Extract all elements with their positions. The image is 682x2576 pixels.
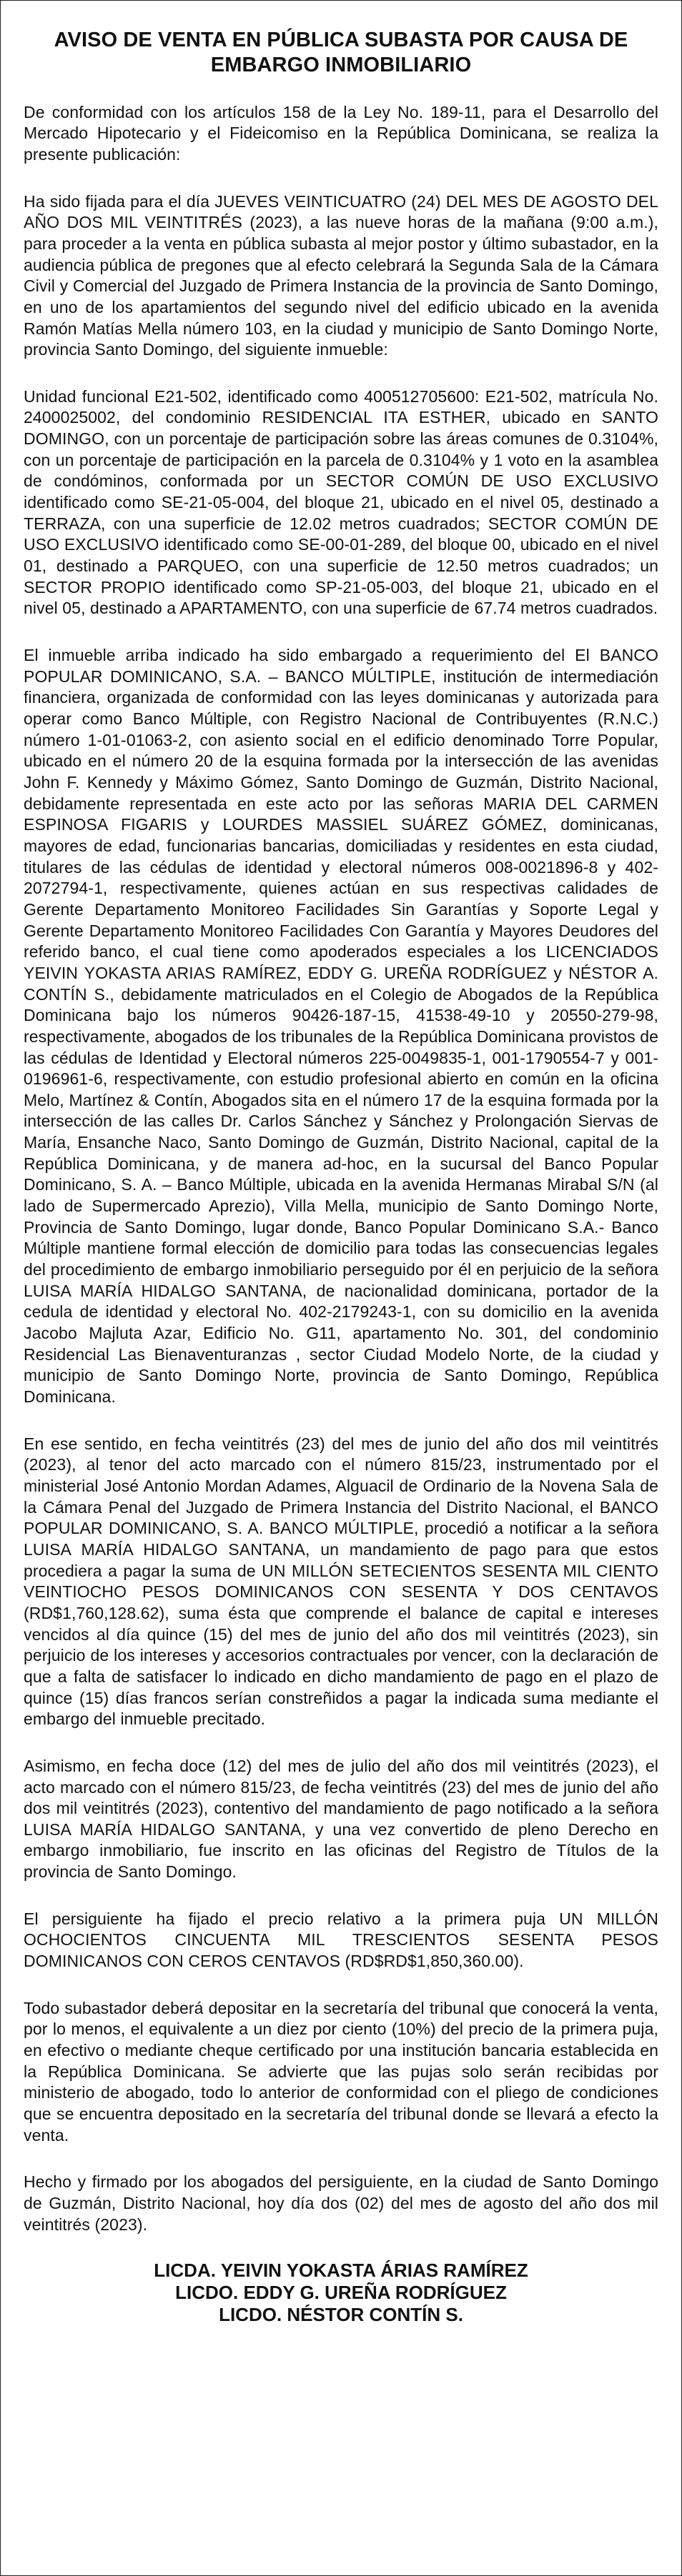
notice-title xyxy=(24,28,658,78)
notice-body xyxy=(24,102,658,2236)
lawyer-signature-line-3: LICDO. NÉSTOR CONTÍN S. xyxy=(219,2303,463,2325)
notice-title-line-1: AVISO DE VENTA EN PÚBLICA SUBASTA POR CAUSA DE xyxy=(54,29,628,51)
deposit-requirement-paragraph: Todo subastador deberá depositar en la secretaría del tribunal que conocerá la venta, por lo menos, el equivalente a un diez por ciento (10%) del precio de la primera puja, en efectivo o mediante cheque certificado por una institución bancaria establecida en la República Dominicana. Se advierte que las pujas solo serán recibidas por ministerio de abogado, todo lo anterior de conformidad con el pliego de condiciones que se encuentra depositado en la secretaría del tribunal donde se llevará a efecto la venta. xyxy=(24,1998,658,2145)
lawyer-signature-line-2: LICDO. EDDY G. UREÑA RODRÍGUEZ xyxy=(175,2281,507,2303)
lawyer-signature-line-1: LICDA. YEIVIN YOKASTA ÁRIAS RAMÍREZ xyxy=(154,2260,528,2282)
notice-title-line-2: EMBARGO INMOBILIARIO xyxy=(210,53,472,76)
payment-demand-paragraph: En ese sentido, en fecha veintitrés (23) del mes de junio del año dos mil veintitrés (2023), al tenor del acto marcado con el número 815/23, instrumentado por el ministerial José Antonio Mordan Adames, Alguacil de Ordinario de la Novena Sala de la Cámara Penal del Juzgado de Primera Instancia del Distrito Nacional, el BANCO POPULAR DOMINICANO, S. A. BANCO MÚLTIPLE, procedió a notificar a la señora LUISA MARÍA HIDALGO SANTANA, un mandamiento de pago para que estos procediera a pagar la suma de UN MILLÓN SETECIENTOS SESENTA MIL CIENTO VEINTIOCHO PESOS DOMINICANOS CON SESENTA Y DOS CENTAVOS (RD$1,760,128.62), suma ésta que comprende el balance de capital e intereses vencidos al día quince (15) del mes de junio del año dos mil veintitrés (2023), sin perjuicio de los intereses y accesorios contractuales por vencer, con la declaración de que a falta de satisfacer lo indicado en dicho mandamiento de pago en el plazo de quince (15) días francos serían constreñidos a pagar la indicada suma mediante el embargo del inmueble precitado. xyxy=(24,1434,658,1729)
signature-date-paragraph: Hecho y firmado por los abogados del persiguiente, en la ciudad de Santo Domingo de Guzmán, Distrito Nacional, hoy día dos (02) del mes de agosto del año dos mil veintitrés (2023). xyxy=(24,2172,658,2234)
registration-paragraph: Asimismo, en fecha doce (12) del mes de julio del año dos mil veintitrés (2023), el acto marcado con el número 815/23, de fecha veintitrés (23) del mes de junio del año dos mil veintitrés (2023), contentivo del mandamiento de pago notificado a la señora LUISA MARÍA HIDALGO SANTANA, y una vez convertido de pleno Derecho en embargo inmobiliario, fue inscrito en las oficinas del Registro de Títulos de la provincia de Santo Domingo. xyxy=(24,1756,658,1882)
auction-date-paragraph: Ha sido fijada para el día JUEVES VEINTICUATRO (24) DEL MES DE AGOSTO DEL AÑO DOS MIL VEINTITRÉS (2023), a las nueve horas de la mañana (9:00 a.m.), para proceder a la venta en pública subasta al mejor postor y último subastador, en la audiencia pública de pregones que al efecto celebrará la Segunda Sala de la Cámara Civil y Comercial del Juzgado de Primera Instancia de la provincia de Santo Domingo, en uno de los apartamientos del segundo nivel del edificio ubicado en la avenida Ramón Matías Mella número 103, en la ciudad y municipio de Santo Domingo Norte, provincia Santo Domingo, del siguiente inmueble: xyxy=(24,191,658,359)
seizure-details-paragraph: El inmueble arriba indicado ha sido embargado a requerimiento del El BANCO POPULAR DOMINICANO, S.A. – BANCO MÚLTIPLE, institución de intermediación financiera, organizada de conformidad con las leyes dominicanas y autorizada para operar como Banco Múltiple, con Registro Nacional de Contribuyentes (R.N.C.) número 1-01-01063-2, con asiento social en el edificio denominado Torre Popular, ubicado en el número 20 de la esquina formada por la intersección de las avenidas John F. Kennedy y Máximo Gómez, Santo Domingo de Guzmán, Distrito Nacional, debidamente representada en este acto por las señoras MARIA DEL CARMEN ESPINOSA FIGARIS y LOURDES MASSIEL SUÁREZ GÓMEZ, dominicanas, mayores de edad, funcionarias bancarias, domiciliadas y residentes en esta ciudad, titulares de las cédulas de identidad y electoral números 008-0021896-8 y 402-2072794-1, respectivamente, quienes actúan en sus respectivas calidades de Gerente Departamento Monitoreo Facilidades Sin Garantías y Soporte Legal y Gerente Departamento Monitoreo Facilidades Con Garantía y Mayores Deudores del referido banco, el cual tiene como apoderados especiales a los LICENCIADOS YEIVIN YOKASTA ARIAS RAMÍREZ, EDDY G. UREÑA RODRÍGUEZ y NÉSTOR A. CONTÍN S., debidamente matriculados en el Colegio de Abogados de la República Dominicana bajo los números 90426-187-15, 41538-49-10 y 20550-279-98, respectivamente, abogados de los tribunales de la República Dominicana provistos de las cédulas de Identidad y Electoral números 225-0049835-1, 001-1790554-7 y 001-0196961-6, respectivamente, con estudio profesional abierto en común en la oficina Melo, Martínez & Contín, Abogados sita en el número 17 de la esquina formada por la intersección de las calles Dr. Carlos Sánchez y Sánchez y Prolongación Siervas de María, Ensanche Naco, Santo Domingo de Guzmán, Distrito Nacional, capital de la República Dominicana, y de manera ad-hoc, en la sucursal del Banco Popular Dominicano, S. A. – Banco Múltiple, ubicada en la avenida Hermanas Mirabal S/N (al lado de Supermercado Aprezio), Villa Mella, municipio de Santo Domingo Norte, Provincia de Santo Domingo, lugar donde, Banco Popular Dominicano S.A.- Banco Múltiple mantiene formal elección de domicilio para todas las consecuencias legales del procedimiento de embargo inmobiliario perseguido por él en perjuicio de la señora LUISA MARÍA HIDALGO SANTANA, de nacionalidad dominicana, portador de la cedula de identidad y electoral No. 402-2179243-1, con su domicilio en la avenida Jacobo Majluta Azar, Edificio No. G11, apartamento No. 301, del condominio Residencial Las Bienaventuranzas , sector Ciudad Modelo Norte, de la ciudad y municipio de Santo Domingo Norte, provincia de Santo Domingo, República Dominicana. xyxy=(24,646,658,1406)
first-bid-price-paragraph: El persiguiente ha fijado el precio relativo a la primera puja UN MILLÓN OCHOCIENTOS CINCUENTA MIL TRESCIENTOS SESENTA PESOS DOMINICANOS CON CEROS CENTAVOS (RD$RD$1,850,360.00). xyxy=(24,1909,658,1971)
intro-paragraph: De conformidad con los artículos 158 de la Ley No. 189-11, para el Desarrollo del Mercado Hipotecario y el Fideicomiso en la República Dominicana, se realiza la presente publicación: xyxy=(24,102,658,164)
property-description-paragraph: Unidad funcional E21-502, identificado como 400512705600: E21-502, matrícula No. 2400025002, del condominio RESIDENCIAL ITA ESTHER, ubicado en SANTO DOMINGO, con un porcentaje de participación sobre las áreas comunes de 0.3104%, con un porcentaje de participación en la parcela de 0.3104% y 1 voto en la asamblea de condóminos, conformada por un SECTOR COMÚN DE USO EXCLUSIVO identificado como SE-21-05-004, del bloque 21, ubicado en el nivel 05, destinado a TERRAZA, con una superficie de 12.02 metros cuadrados; SECTOR COMÚN DE USO EXCLUSIVO identificado como SE-00-01-289, del bloque 00, ubicado en el nivel 01, destinado a PARQUEO, con una superficie de 12.50 metros cuadrados; un SECTOR PROPIO identificado como SP-21-05-003, del bloque 21, ubicado en el nivel 05, destinado a APARTAMENTO, con una superficie de 67.74 metros cuadrados. xyxy=(24,386,658,618)
lawyer-signature-block xyxy=(24,2260,658,2325)
